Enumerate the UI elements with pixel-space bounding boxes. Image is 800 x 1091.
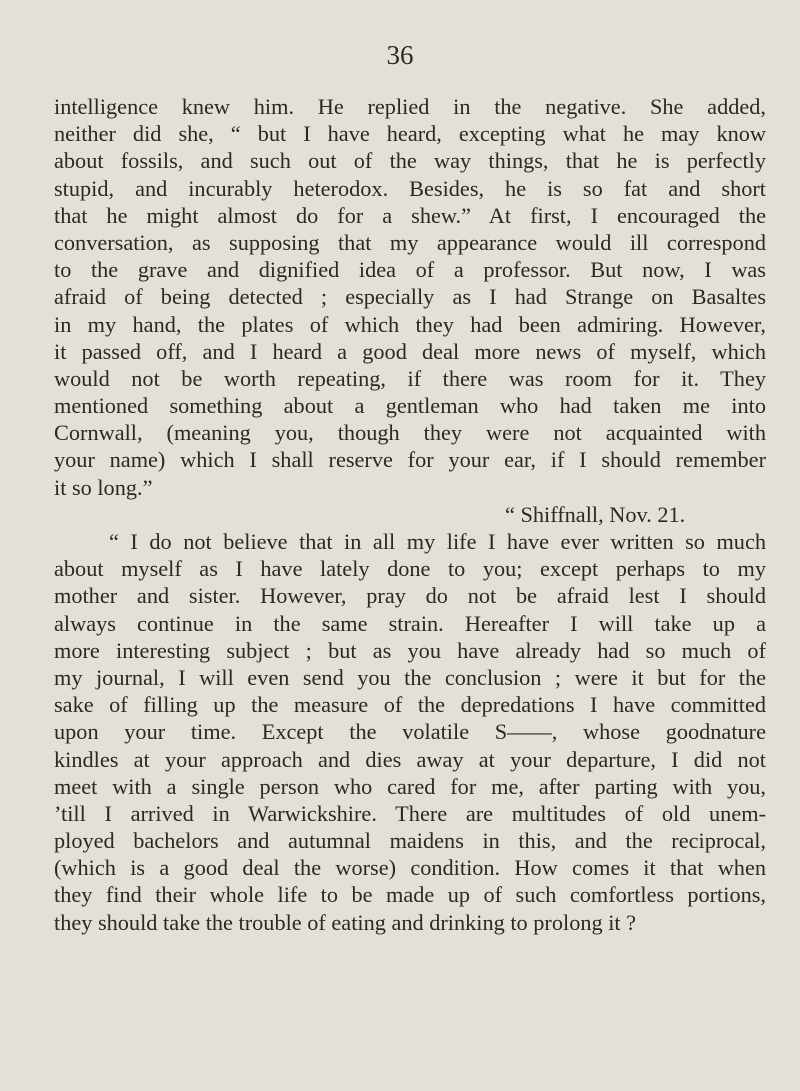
text-line: intelligence knew him. He replied in the negative. She added,	[54, 94, 766, 119]
body-text	[54, 93, 766, 936]
text-line: kindles at your approach and dies away at your departure, I did not	[54, 746, 766, 772]
text-line: about myself as I have lately done to you; except perhaps to my	[54, 556, 766, 582]
text-line: sake of filling up the measure of the depredations I have committed	[54, 692, 766, 718]
text-line: always continue in the same strain. Hereafter I will take up a	[54, 610, 766, 636]
text-line: (which is a good deal the worse) condition. How comes it that when	[54, 855, 766, 881]
text-line: Cornwall, (meaning you, though they were not acquainted with	[54, 420, 766, 446]
text-line: mentioned something about a gentleman who had taken me into	[54, 393, 766, 419]
text-line: to the grave and dignified idea of a professor. But now, I was	[54, 257, 766, 283]
text-line: meet with a single person who cared for me, after parting with you,	[54, 773, 766, 799]
text-line: they find their whole life to be made up of such comfortless portions,	[54, 882, 766, 908]
text-line: more interesting subject ; but as you have already had so much of	[54, 637, 766, 663]
text-line: upon your time. Except the volatile S——, whose goodnature	[54, 719, 766, 745]
text-line: about fossils, and such out of the way things, that he is perfectly	[54, 148, 766, 174]
text-line: would not be worth repeating, if there was room for it. They	[54, 365, 766, 391]
letter-dateline: “ Shiffnall, Nov. 21.	[505, 501, 686, 527]
text-line: mother and sister. However, pray do not be afraid lest I should	[54, 583, 766, 609]
text-line: stupid, and incurably heterodox. Besides, he is so fat and short	[54, 175, 766, 201]
text-line: afraid of being detected ; especially as I had Strange on Basaltes	[54, 284, 766, 310]
text-line: it so long.”	[54, 474, 153, 500]
text-line: in my hand, the plates of which they had been admiring. However,	[54, 311, 766, 337]
text-line: it passed off, and I heard a good deal more news of myself, which	[54, 338, 766, 364]
text-line: ployed bachelors and autumnal maidens in this, and the reciprocal,	[54, 828, 766, 854]
text-line: your name) which I shall reserve for your ear, if I should remember	[54, 447, 766, 473]
text-line: “ I do not believe that in all my life I have ever written so much	[109, 529, 766, 554]
text-line: conversation, as supposing that my appearance would ill correspond	[54, 229, 766, 255]
text-line: neither did she, “ but I have heard, excepting what he may know	[54, 121, 766, 147]
text-line: ’till I arrived in Warwickshire. There are multitudes of old unem-	[54, 800, 766, 826]
page-number: 36	[386, 40, 414, 70]
text-line: my journal, I will even send you the conclusion ; were it but for the	[54, 664, 766, 690]
text-line: they should take the trouble of eating and drinking to prolong it ?	[54, 909, 637, 935]
text-line: that he might almost do for a shew.” At first, I encouraged the	[54, 202, 766, 228]
